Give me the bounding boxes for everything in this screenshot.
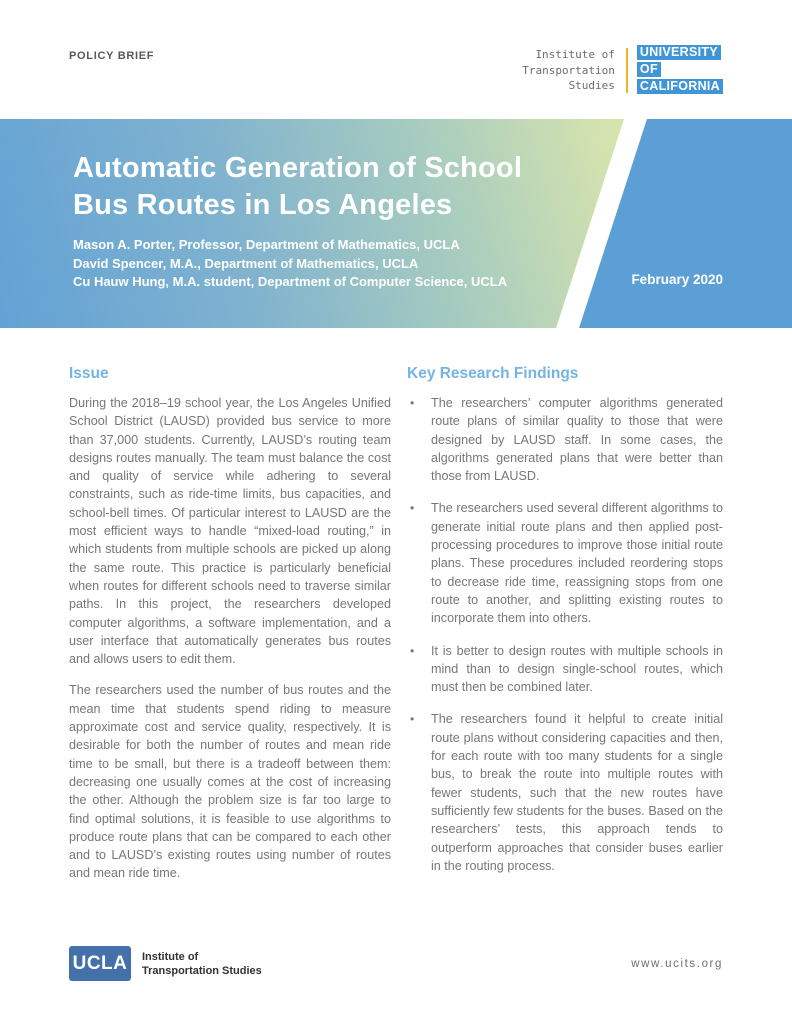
bullet-text: The researchers used several different algorithms to generate initial route plans and then applied post-processing procedures to improve those initial route plans. These procedures included reordering stops to decrease ride time, reassigning stops from one route to another, and splitting existing routes to incorporate them into others. (431, 501, 723, 626)
author-line: Cu Hauw Hung, M.A. student, Department of Computer Science, UCLA (73, 274, 508, 289)
author-line: David Spencer, M.A., Department of Mathematics, UCLA (73, 255, 419, 271)
page-footer (69, 946, 723, 981)
uc-wordmark-line: CALIFORNIA (637, 79, 723, 94)
policy-brief-label: POLICY BRIEF (69, 50, 155, 62)
issue-paragraph: The researchers used the number of bus routes and the mean time that students spend riding to measure approximate cost and service quality, respectively. It is desirable for both the number of routes and mean ride time to be small, but there is a tradeoff between them: decreasing one usually comes at the cost of increasing the other. Although the problem size is far too large to find optimal solutions, it is feasible to use algorithms to produce route plans that can be compared to each other and to LAUSD’s existing routes using number of routes and mean ride time. (69, 683, 391, 881)
author-line: Mason A. Porter, Professor, Department of Mathematics, UCLA (73, 237, 460, 252)
page-title-line: Bus Routes in Los Angeles (73, 189, 453, 221)
ucla-its-logo (69, 946, 262, 981)
its-logo-line: Transportation (522, 63, 615, 77)
findings-bullet-list (407, 394, 723, 875)
bullet-item (407, 499, 723, 627)
bullet-text: The researchers found it helpful to create initial route plans without considering capacities and then, for each route with too many students for a single bus, to break the route into multiple routes with fewer students, such that the new routes have sufficiently few students for the buses. Based on the researchers’ tests, this approach tends to outperform approaches that consider buses earlier in the routing process. (431, 712, 723, 873)
bullet-marker: • (410, 643, 415, 658)
logo-divider-bar (626, 48, 628, 93)
issue-paragraph: During the 2018–19 school year, the Los Angeles Unified School District (LAUSD) provided bus service to more than 37,000 students. Currently, LAUSD’s routing team designs routes manually. The team must balance the cost and quality of service while adhering to several constraints, such as ride-time limits, bus capacities, and school-bell times. Of particular interest to LAUSD are the most efficient ways to handle “mixed-load routing,” in which students from multiple schools are picked up along the same route. This practice is particularly beneficial when routes for different schools need to traverse similar paths. In this project, the researchers developed computer algorithms, a software implementation, and a user interface that automatically generates bus routes and allows users to edit them. (69, 396, 391, 667)
its-logo-line: Studies (568, 79, 615, 93)
findings-heading: Key Research Findings (407, 365, 579, 382)
footer-institute-name (142, 950, 262, 978)
title-banner (0, 119, 792, 328)
bullet-text: It is better to design routes with multiple schools in mind than to design single-school routes, which must then be combined later. (431, 643, 723, 695)
issue-heading: Issue (69, 365, 109, 382)
its-uc-logo (522, 45, 723, 96)
page-content (69, 365, 723, 896)
bullet-marker: • (410, 501, 415, 516)
website-link[interactable]: www.ucits.org (631, 957, 723, 970)
bullet-marker: • (410, 712, 415, 727)
bullet-text: The researchers’ computer algorithms generated route plans of similar quality to those that were designed by LAUSD staff. In some cases, the algorithms generated plans that were better than those from LAUSD. (431, 396, 723, 484)
page-title (73, 150, 522, 224)
issue-section (69, 365, 391, 896)
uc-wordmark-line: OF (637, 62, 661, 77)
page-header (69, 45, 723, 96)
issue-body (69, 394, 391, 883)
footer-institute-line: Institute of (142, 950, 199, 963)
bullet-item (407, 710, 723, 875)
page-title-line: Automatic Generation of School (73, 152, 523, 184)
uc-wordmark-line: UNIVERSITY (637, 45, 721, 60)
publication-date: February 2020 (631, 272, 723, 287)
its-logo-text (522, 47, 615, 94)
bullet-item (407, 642, 723, 697)
findings-section (407, 365, 723, 896)
uc-wordmark (637, 45, 723, 96)
its-logo-line: Institute of (535, 48, 615, 62)
bullet-item (407, 394, 723, 485)
ucla-logo-badge: UCLA (69, 946, 131, 981)
bullet-marker: • (410, 396, 415, 410)
author-list (73, 236, 507, 292)
footer-institute-line: Transportation Studies (142, 964, 262, 977)
